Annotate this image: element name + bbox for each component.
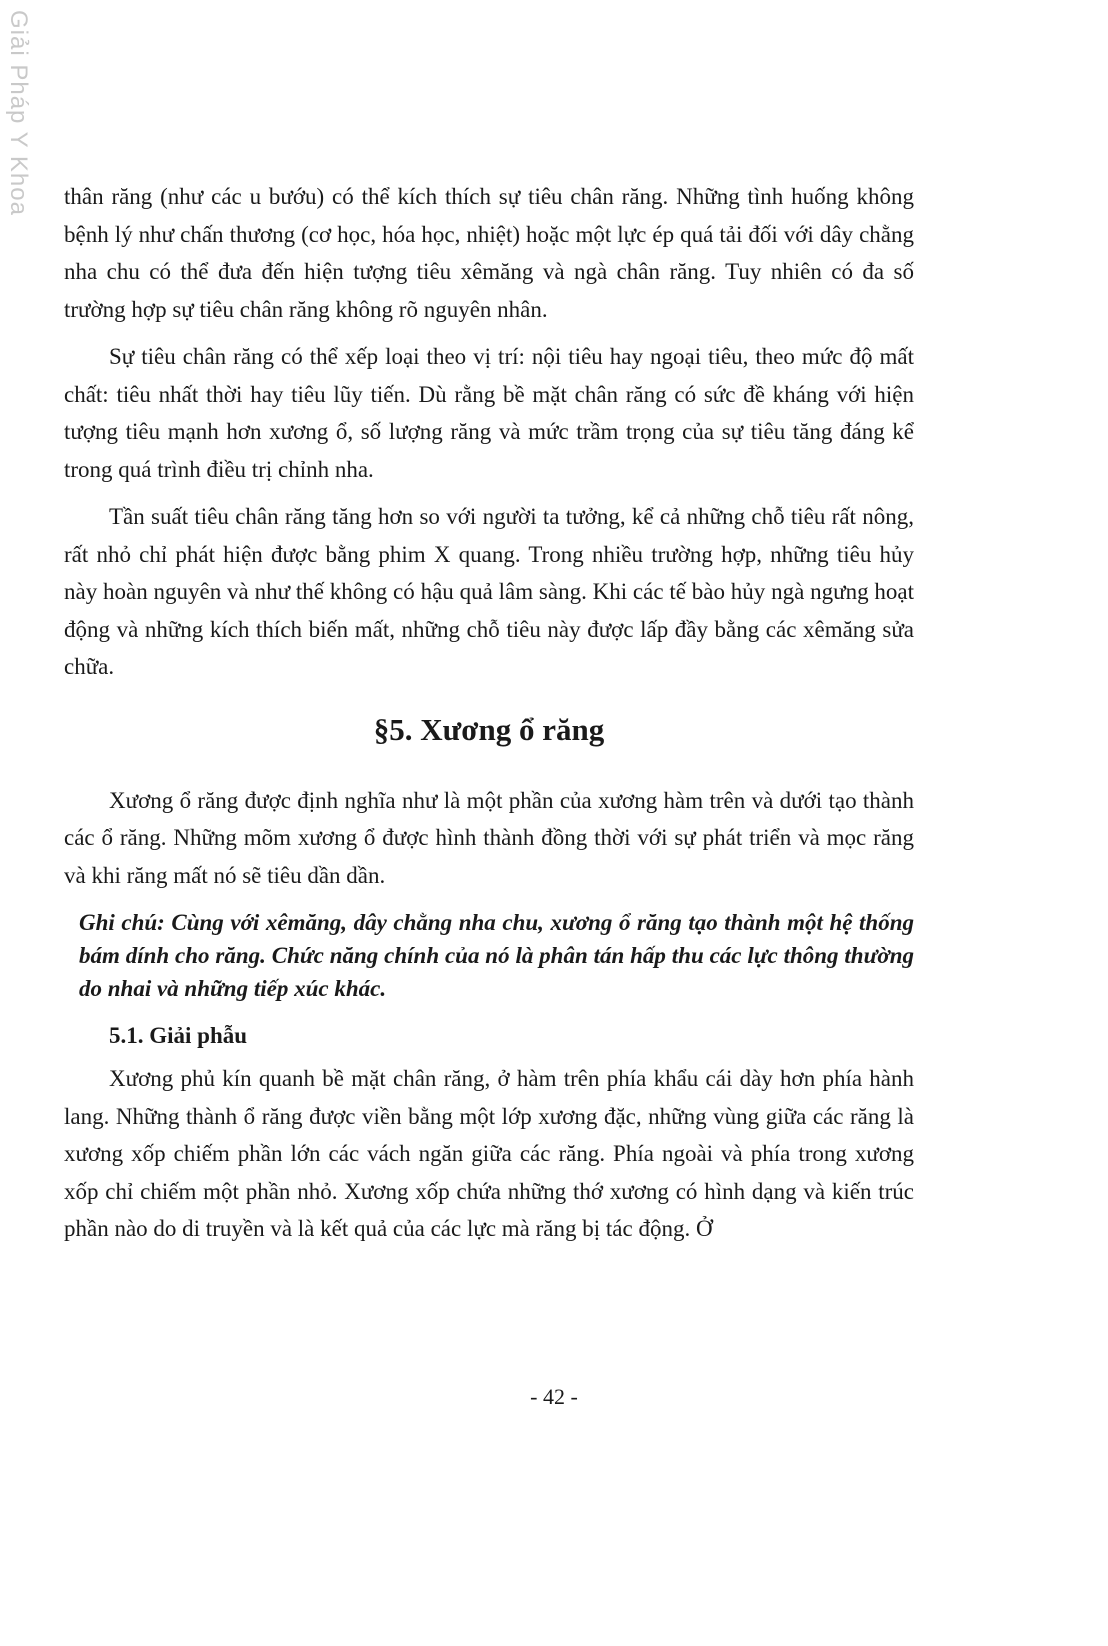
note-paragraph: Ghi chú: Cùng với xêmăng, dây chằng nha chu, xương ổ răng tạo thành một hệ thống bám dính cho răng. Chức năng chính của nó là phân tán hấp thu các lực thông thường do nhai và những tiếp xúc khác.	[79, 910, 914, 1001]
section-intro-paragraph: Xương ổ răng được định nghĩa như là một phần của xương hàm trên và dưới tạo thành các ổ răng. Những mõm xương ổ được hình thành đồng thời với sự phát triển và mọc răng và khi răng mất nó sẽ tiêu dần dần.	[64, 787, 914, 888]
subsection-heading: 5.1. Giải phẫu	[109, 1023, 248, 1048]
section-heading: §5. Xương ổ răng	[373, 711, 605, 747]
watermark-text: Giải Pháp Y Khoa	[5, 10, 32, 216]
paragraph-resorption-frequency: Tần suất tiêu chân răng tăng hơn so với người ta tưởng, kể cả những chỗ tiêu rất nông, rất nhỏ chỉ phát hiện được bằng phim X quang. Trong nhiều trường hợp, những tiêu hủy này hoàn nguyên và như thế không có hậu quả lâm sàng. Khi các tế bào hủy ngà ngưng hoạt động và những kích thích biến mất, những chỗ tiêu này được lấp đầy bằng các xêmăng sửa chữa.	[64, 504, 914, 679]
subsection-paragraph: Xương phủ kín quanh bề mặt chân răng, ở hàm trên phía khẩu cái dày hơn phía hành lang. Những thành ổ răng được viền bằng một lớp xương đặc, những vùng giữa các răng là xương xốp chiếm phần lớn các vách ngăn giữa các răng. Phía ngoài và phía trong xương xốp chỉ chiếm một phần nhỏ. Xương xốp chứa những thớ xương có hình dạng và kiến trúc phần nào do di truyền và là kết quả của các lực mà răng bị tác động. Ở	[64, 1066, 914, 1241]
paragraph-resorption-classification: Sự tiêu chân răng có thể xếp loại theo vị trí: nội tiêu hay ngoại tiêu, theo mức độ mất chất: tiêu nhất thời hay tiêu lũy tiến. Dù rằng bề mặt chân răng có sức đề kháng với hiện tượng tiêu mạnh hơn xương ổ, số lượng răng và mức trầm trọng của sự tiêu tăng đáng kể trong quá trình điều trị chỉnh nha.	[64, 344, 914, 482]
page-number: - 42 -	[530, 1384, 578, 1409]
page-content	[64, 178, 914, 1248]
paragraph-continuation: thân răng (như các u bướu) có thể kích thích sự tiêu chân răng. Những tình huống không bệnh lý như chấn thương (cơ học, hóa học, nhiệt) hoặc một lực ép quá tải đối với dây chằng nha chu có thể đưa đến hiện tượng tiêu xêmăng và ngà chân răng. Tuy nhiên có đa số trường hợp sự tiêu chân răng không rõ nguyên nhân.	[64, 184, 914, 322]
